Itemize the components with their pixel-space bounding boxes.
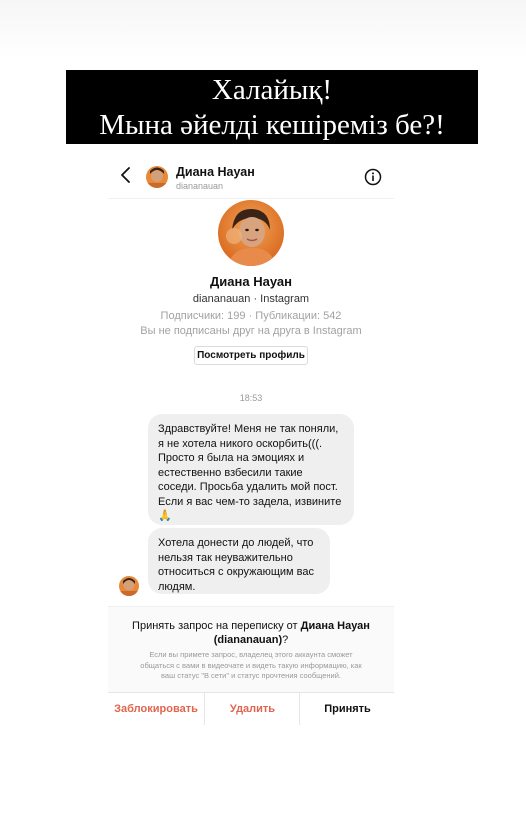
message-line: Хотела донести до людей, что: [158, 537, 314, 549]
message-timestamp: 18:53: [239, 393, 263, 403]
header-username: diananauan: [176, 181, 224, 191]
message-line: Здравствуйте! Меня не так поняли,: [158, 423, 339, 435]
mutual-follow-status: Вы не подписаны друг на друга в Instagram: [140, 325, 362, 337]
request-title-handle: (diananauan): [213, 634, 283, 646]
request-actions: [108, 692, 394, 725]
profile-name: Диана Науан: [210, 274, 292, 289]
request-title: [108, 619, 394, 647]
message-bubble[interactable]: [148, 528, 330, 594]
accept-button[interactable]: Принять: [299, 693, 395, 725]
request-title-suffix: ?: [282, 634, 289, 646]
profile-subtitle: diananauan · Instagram: [192, 293, 310, 305]
caption-line-2: Мына әйелді кешіреміз бе?!: [99, 109, 445, 141]
profile-avatar[interactable]: [218, 200, 284, 266]
message-request-panel: [108, 606, 394, 693]
request-note-line: Если вы примете запрос, владелец этого аккаунта сможет: [149, 650, 353, 659]
header-name[interactable]: Диана Науан: [176, 165, 255, 179]
sender-avatar[interactable]: [119, 576, 139, 596]
message-line: Если я вас чем-то задела, извините: [158, 495, 342, 508]
message-line: людям.: [158, 580, 196, 593]
caption-banner: [66, 70, 478, 144]
caption-line-1: Халайық!: [211, 74, 333, 106]
view-profile-button[interactable]: Посмотреть профиль: [194, 346, 308, 365]
request-title-name: Диана Науан: [300, 620, 370, 632]
chevron-left-icon[interactable]: [118, 166, 134, 184]
request-title-prefix: Принять запрос на переписку от: [132, 620, 301, 632]
praying-hands-emoji: 🙏: [158, 509, 172, 522]
request-note: [108, 650, 394, 682]
delete-button[interactable]: Удалить: [204, 693, 300, 725]
profile-stats: Подписчики: 199 · Публикации: 542: [160, 310, 342, 322]
info-circle-icon[interactable]: [364, 168, 382, 186]
request-note-line: общаться с вами в видеочате и видеть такую информацию, как: [140, 660, 362, 670]
chat-header: [108, 152, 394, 199]
message-bubble[interactable]: [148, 414, 354, 525]
block-button[interactable]: Заблокировать: [114, 703, 198, 715]
message-line: нельзя так неуважительно: [158, 551, 293, 564]
message-line: соседи. Просьба удалить мой пост.: [158, 481, 338, 493]
request-note-line: ваш статус "В сети" и статус прочтения сообщений.: [161, 671, 341, 680]
message-line: Просто я была на эмоциях и: [158, 452, 305, 464]
message-line: относиться с окружающим вас: [158, 566, 315, 578]
message-line: естественно взбесили такие: [158, 466, 303, 479]
dm-request-screen: [108, 152, 394, 724]
message-line: я не хотела никого оскорбить(((.: [158, 437, 323, 450]
header-avatar[interactable]: [146, 166, 168, 188]
